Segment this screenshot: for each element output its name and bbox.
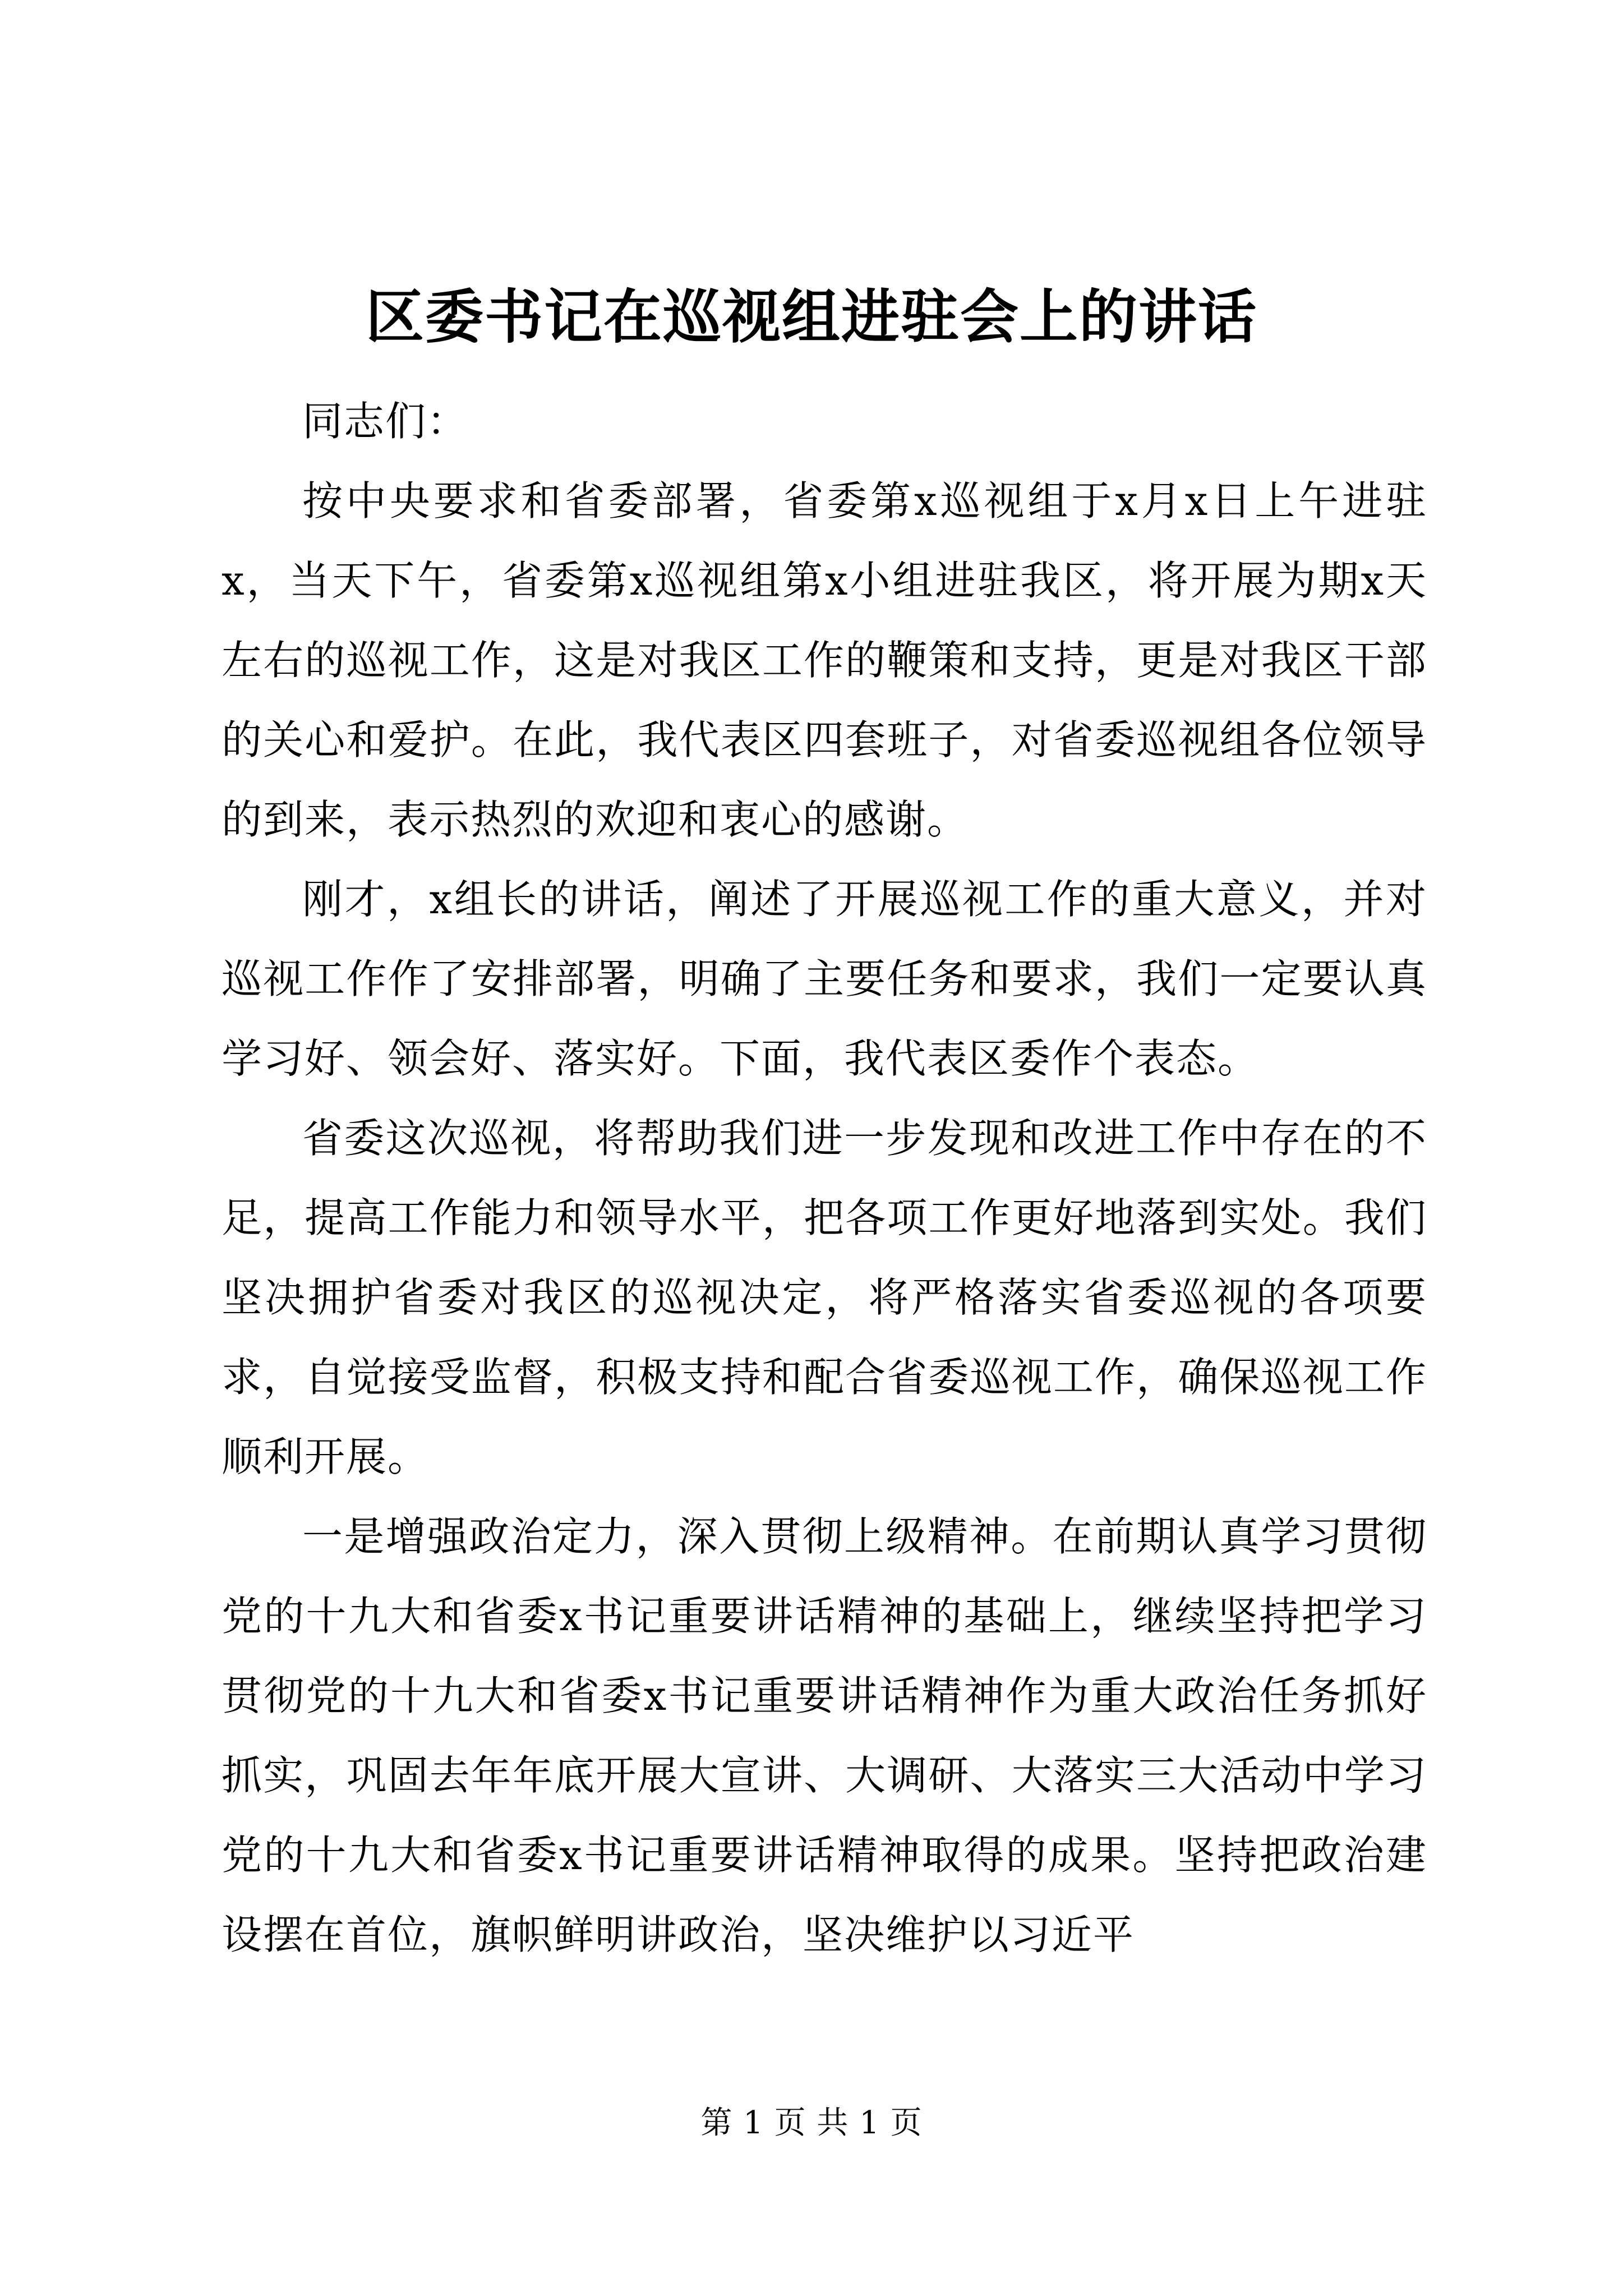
- salutation: 同志们：: [302, 398, 469, 445]
- paragraph-2: 刚才，x组长的讲话，阐述了开展巡视工作的重大意义，并对巡视工作作了安排部署，明确了主要任务和要求，我们一定要认真学习好、领会好、落实好。下面，我代表区委作个表态。: [222, 876, 1427, 1082]
- paragraph-1: 按中央要求和省委部署，省委第x巡视组于x月x日上午进驻x，当天下午，省委第x巡视组第x小组进驻我区，将开展为期x天左右的巡视工作，这是对我区工作的鞭策和支持，更是对我区干部的关心和爱护。在此，我代表区四套班子，对省委巡视组各位领导的到来，表示热烈的欢迎和衷心的感谢。: [222, 477, 1427, 843]
- document-body: [222, 381, 1427, 1975]
- document-title: 区委书记在巡视组进驻会上的讲话: [365, 282, 1257, 351]
- paragraph-3: 省委这次巡视，将帮助我们进一步发现和改进工作中存在的不足，提高工作能力和领导水平，把各项工作更好地落到实处。我们坚决拥护省委对我区的巡视决定，将严格落实省委巡视的各项要求，自觉接受监督，积极支持和配合省委巡视工作，确保巡视工作顺利开展。: [222, 1115, 1427, 1480]
- paragraph-4: 一是增强政治定力，深入贯彻上级精神。在前期认真学习贯彻党的十九大和省委x书记重要讲话精神的基础上，继续坚持把学习贯彻党的十九大和省委x书记重要讲话精神作为重大政治任务抓好抓实，巩固去年年底开展大宣讲、大调研、大落实三大活动中学习党的十九大和省委x书记重要讲话精神取得的成果。坚持把政治建设摆在首位，旗帜鲜明讲政治，坚决维护以习近平: [222, 1513, 1427, 1958]
- page-number-footer: 第 1 页 共 1 页: [700, 2105, 923, 2141]
